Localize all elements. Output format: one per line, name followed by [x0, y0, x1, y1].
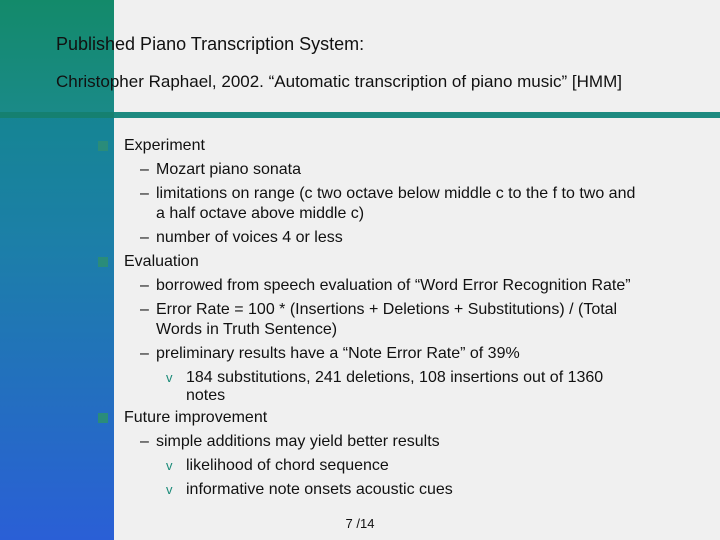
sub-sub-bullet: v likelihood of chord sequence [166, 457, 389, 474]
bullet-experiment: Experiment [124, 137, 205, 155]
dash-icon: – [140, 345, 149, 362]
dash-icon: – [140, 301, 149, 318]
dash-icon: – [140, 277, 149, 294]
sub-bullet-continuation: Words in Truth Sentence) [156, 321, 338, 338]
square-bullet-icon [98, 413, 108, 423]
sub-bullet: – Error Rate = 100 * (Insertions + Deletions + Substitutions) / (Total [140, 301, 618, 318]
bullet-evaluation: Evaluation [124, 253, 199, 271]
sub-bullet: – simple additions may yield better results [140, 433, 440, 450]
dash-icon: – [140, 229, 149, 246]
dash-icon: – [140, 433, 149, 450]
bullet-future: Future improvement [124, 409, 267, 427]
checkmark-bullet-icon: v [166, 458, 173, 473]
rule-left [0, 112, 114, 118]
corner-decoration [0, 0, 114, 114]
square-bullet-icon [98, 141, 108, 151]
sub-sub-bullet: v informative note onsets acoustic cues [166, 481, 453, 498]
sub-bullet-continuation: a half octave above middle c) [156, 205, 365, 222]
sub-sub-bullet: v 184 substitutions, 241 deletions, 108 insertions out of 1360 [166, 369, 604, 386]
dash-icon: – [140, 185, 149, 202]
sub-bullet: – number of voices 4 or less [140, 229, 343, 246]
page-number: 7 /14 [345, 516, 375, 531]
checkmark-bullet-icon: v [166, 370, 173, 385]
sub-bullet: – limitations on range (c two octave below middle c to the f to two and [140, 185, 636, 202]
slide-subtitle: Christopher Raphael, 2002. “Automatic transcription of piano music” [HMM] [56, 72, 622, 91]
slide-title: Published Piano Transcription System: [56, 34, 365, 54]
dash-icon: – [140, 161, 149, 178]
checkmark-bullet-icon: v [166, 482, 173, 497]
sub-bullet: – preliminary results have a “Note Error Rate” of 39% [140, 345, 520, 362]
sub-bullet: – Mozart piano sonata [140, 161, 301, 178]
sub-bullet: – borrowed from speech evaluation of “Word Error Recognition Rate” [140, 277, 631, 294]
sub-sub-bullet-continuation: notes [186, 387, 226, 404]
square-bullet-icon [98, 257, 108, 267]
